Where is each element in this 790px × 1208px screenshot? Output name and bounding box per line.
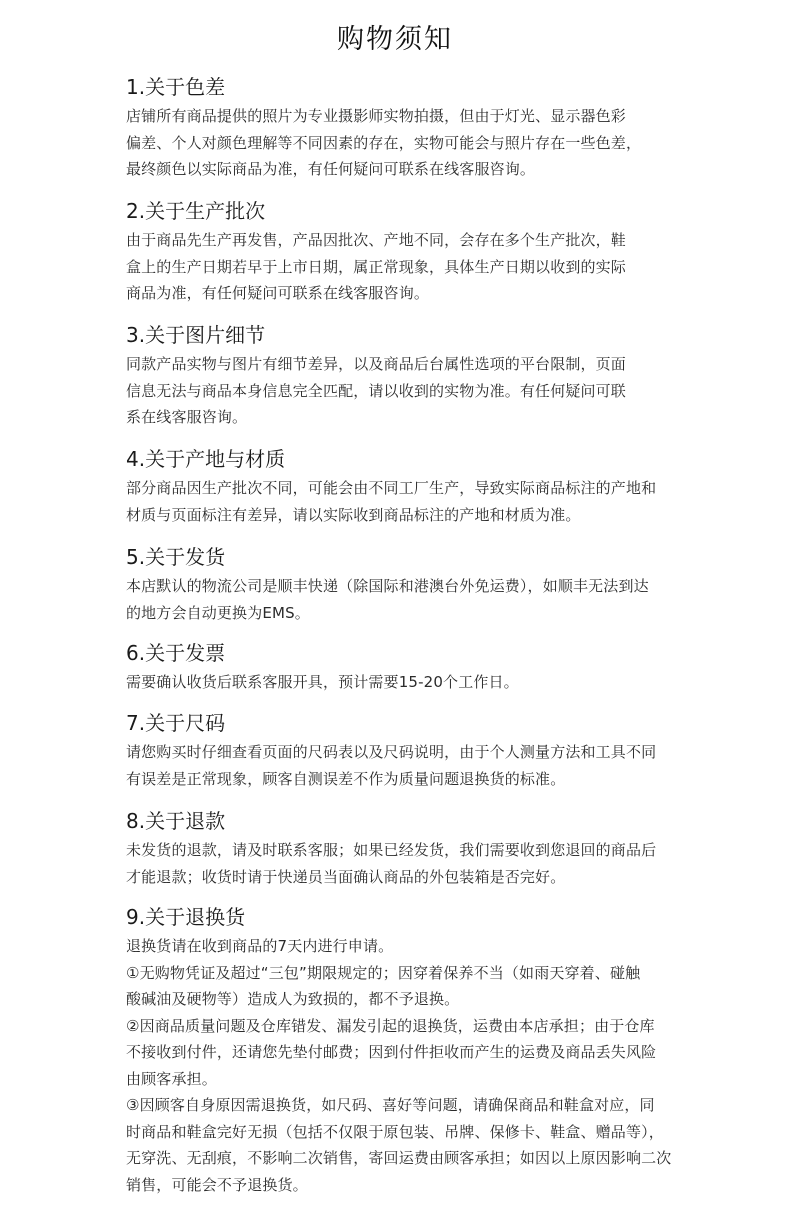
section-text-line: 不接收到付件，还请您先垫付邮费；因到付件拒收而产生的运费及商品丢失风险 <box>126 1043 657 1061</box>
section-text-line: ①无购物凭证及超过“三包”期限规定的；因穿着保养不当（如雨天穿着、碰触 <box>126 963 641 982</box>
section-text-line: 未发货的退款，请及时联系客服；如果已经发货，我们需要收到您退回的商品后 <box>126 841 657 859</box>
section-invoice <box>126 640 676 696</box>
section-text-line: ③因顾客自身原因需退换货，如尺码、喜好等问题，请确保商品和鞋盒对应，同 <box>126 1096 655 1114</box>
section-text-line: 偏差、个人对颜色理解等不同因素的存在，实物可能会与照片存在一些色差， <box>126 133 642 152</box>
section-text-line: 本店默认的物流公司是顺丰快递（除国际和港澳台外免运费），如顺丰无法到达 <box>126 577 649 595</box>
section-image-details <box>126 322 676 431</box>
section-text-line: 请您购买时仔细查看页面的尺码表以及尺码说明，由于个人测量方法和工具不同 <box>126 743 657 761</box>
section-heading: 3.关于图片细节 <box>126 323 266 347</box>
section-text-line: 有误差是正常现象，顾客自测误差不作为质量问题退换货的标准。 <box>126 769 566 788</box>
section-heading: 8.关于退款 <box>126 809 226 833</box>
section-size <box>126 710 676 792</box>
section-text-line: 的地方会自动更换为EMS。 <box>126 603 310 622</box>
section-production-batch <box>126 198 676 307</box>
section-return-exchange <box>126 904 676 1198</box>
section-text-line: 时商品和鞋盒完好无损（包括不仅限于原包装、吊牌、保修卡、鞋盒、赠品等）， <box>126 1122 664 1141</box>
section-heading: 6.关于发票 <box>126 641 226 665</box>
section-heading: 4.关于产地与材质 <box>126 447 286 471</box>
section-text-line: ②因商品质量问题及仓库错发、漏发引起的退换货，运费由本店承担；由于仓库 <box>126 1016 655 1035</box>
section-text-line: 部分商品因生产批次不同，可能会由不同工厂生产，导致实际商品标注的产地和 <box>126 479 657 497</box>
section-heading: 9.关于退换货 <box>126 905 246 929</box>
section-text-line: 销售，可能会不予退换货。 <box>126 1175 308 1194</box>
section-shipping <box>126 544 676 626</box>
page-title: 购物须知 <box>337 24 453 55</box>
section-origin-material <box>126 446 676 528</box>
section-heading: 7.关于尺码 <box>126 711 226 735</box>
section-text-line: 盒上的生产日期若早于上市日期，属正常现象，具体生产日期以收到的实际 <box>126 257 626 276</box>
section-text-line: 材质与页面标注有差异，请以实际收到商品标注的产地和材质为准。 <box>126 505 581 524</box>
section-text-line: 酸碱油及硬物等）造成人为致损的，都不予退换。 <box>126 990 460 1008</box>
section-color-difference <box>126 74 676 183</box>
section-text-line: 退换货请在收到商品的7天内进行申请。 <box>126 937 394 955</box>
section-text-line: 商品为准，有任何疑问可联系在线客服咨询。 <box>126 284 430 302</box>
section-text-line: 同款产品实物与图片有细节差异，以及商品后台属性选项的平台限制，页面 <box>126 355 626 373</box>
section-text-line: 由顾客承担。 <box>126 1069 217 1088</box>
section-heading: 1.关于色差 <box>126 75 226 99</box>
section-text-line: 无穿洗、无刮痕，不影响二次销售，寄回运费由顾客承担；如因以上原因影响二次 <box>126 1149 672 1167</box>
section-text-line: 系在线客服咨询。 <box>126 408 248 426</box>
section-text-line: 才能退款；收货时请于快递员当面确认商品的外包装箱是否完好。 <box>126 867 566 886</box>
section-heading: 2.关于生产批次 <box>126 199 266 223</box>
section-text-line: 需要确认收货后联系客服开具，预计需要15-20个工作日。 <box>126 673 519 691</box>
section-text-line: 由于商品先生产再发售，产品因批次、产地不同，会存在多个生产批次，鞋 <box>126 231 626 249</box>
section-text-line: 店铺所有商品提供的照片为专业摄影师实物拍摄，但由于灯光、显示器色彩 <box>126 107 626 125</box>
section-refund <box>126 808 676 890</box>
section-text-line: 最终颜色以实际商品为准，有任何疑问可联系在线客服咨询。 <box>126 160 536 178</box>
section-text-line: 信息无法与商品本身信息完全匹配，请以收到的实物为准。有任何疑问可联 <box>126 381 626 400</box>
section-heading: 5.关于发货 <box>126 545 226 569</box>
